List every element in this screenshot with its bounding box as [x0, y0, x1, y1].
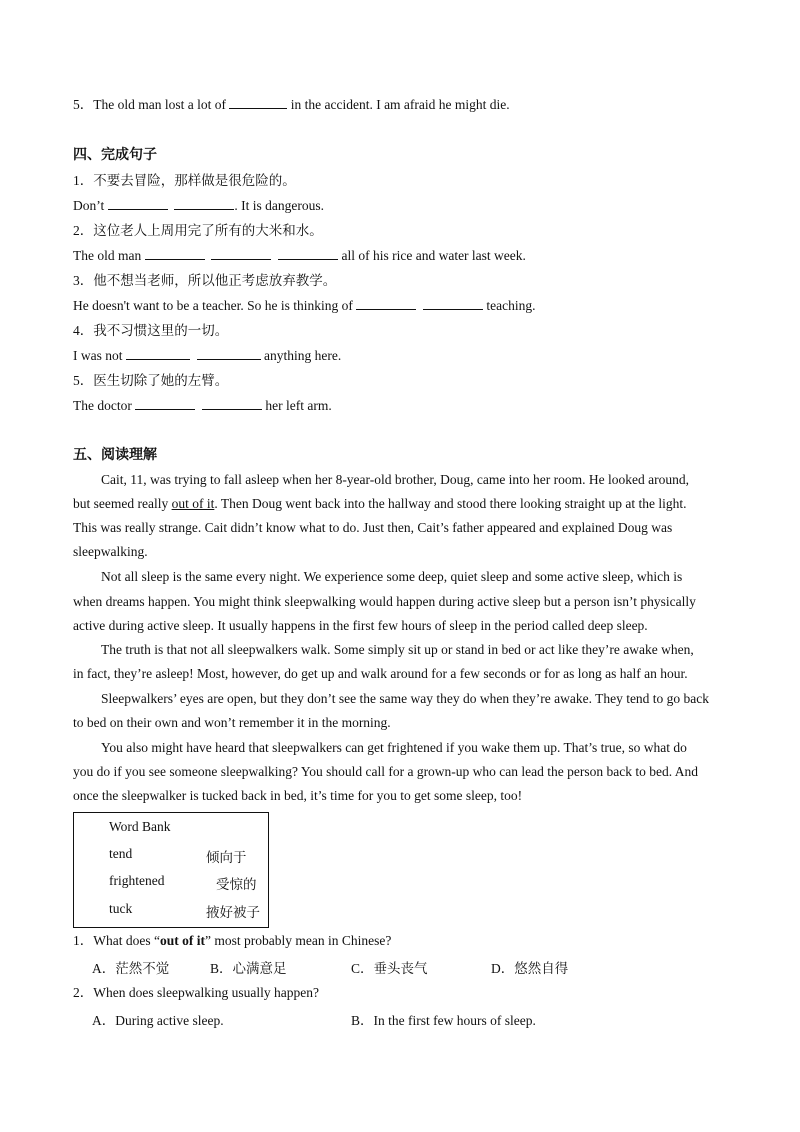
- option-b[interactable]: B．In the first few hours of sleep.: [351, 1013, 536, 1028]
- sentence-3-english: He doesn't want to be a teacher. So he is thinking of teaching.: [73, 298, 536, 313]
- passage-line: once the sleepwalker is tucked back in bed, it’s time for you to get some sleep, too!: [73, 788, 523, 803]
- passage-line: Cait, 11, was trying to fall asleep when her 8-year-old brother, Doug, came into her room. He looked around,: [101, 472, 690, 487]
- answer-blank[interactable]: [202, 397, 262, 410]
- answer-blank[interactable]: [135, 397, 195, 410]
- passage-line: in fact, they’re asleep! Most, however, do get up and walk around for a few seconds or for as long as half an hour.: [73, 666, 688, 681]
- word-bank-meaning: 倾向于: [206, 850, 247, 865]
- answer-blank[interactable]: [211, 247, 271, 260]
- passage-line: but seemed really out of it. Then Doug went back into the hallway and stood there looking straight up at the light.: [73, 496, 687, 511]
- sentence-4-english: I was not anything here.: [73, 348, 342, 363]
- sentence-1-chinese: 1．不要去冒险，那样做是很危险的。: [73, 173, 296, 188]
- word-bank-meaning: 掖好被子: [206, 905, 260, 920]
- sentence-5-chinese: 5．医生切除了她的左臂。: [73, 373, 229, 388]
- answer-blank[interactable]: [423, 297, 483, 310]
- passage-line: when dreams happen. You might think sleepwalking would happen during active sleep but a person isn’t physically: [73, 594, 696, 609]
- option-c[interactable]: C．垂头丧气: [351, 961, 428, 976]
- word-bank-term: tuck: [109, 901, 133, 916]
- passage-line: Sleepwalkers’ eyes are open, but they don’t see the same way they do when they’re awake. They tend to go back: [101, 691, 710, 706]
- answer-blank[interactable]: [356, 297, 416, 310]
- passage-line: The truth is that not all sleepwalkers walk. Some simply sit up or stand in bed or act like they’re awake when,: [101, 642, 694, 657]
- sentence-2-english: The old man all of his rice and water last week.: [73, 248, 526, 263]
- answer-blank[interactable]: [108, 197, 168, 210]
- answer-blank[interactable]: [197, 347, 261, 360]
- sentence-4-chinese: 4．我不习惯这里的一切。: [73, 323, 229, 338]
- option-a[interactable]: A．茫然不觉: [92, 961, 170, 976]
- section-heading-complete-sentences: 四、完成句子: [73, 148, 157, 163]
- question-5-fill-in: 5．The old man lost a lot of in the accident. I am afraid he might die.: [73, 97, 510, 112]
- word-bank-term: frightened: [109, 873, 165, 888]
- underlined-phrase: out of it: [171, 496, 215, 511]
- answer-blank[interactable]: [278, 247, 338, 260]
- sentence-5-english: The doctor her left arm.: [73, 398, 332, 413]
- passage-line: This was really strange. Cait didn’t know what to do. Just then, Cait’s father appeared and explained Doug was: [73, 520, 673, 535]
- answer-blank[interactable]: [145, 247, 205, 260]
- passage-line: sleepwalking.: [73, 544, 148, 559]
- passage-line: active during active sleep. It usually happens in the first few hours of sleep in the period called deep sleep.: [73, 618, 648, 633]
- sentence-3-chinese: 3．他不想当老师，所以他正考虑放弃教学。: [73, 273, 337, 288]
- passage-line: to bed on their own and won’t remember it in the morning.: [73, 715, 391, 730]
- option-b[interactable]: B．心满意足: [210, 961, 287, 976]
- answer-blank[interactable]: [229, 96, 287, 109]
- word-bank-term: tend: [109, 846, 133, 861]
- option-d[interactable]: D．悠然自得: [491, 961, 569, 976]
- word-bank-title: Word Bank: [109, 819, 171, 834]
- passage-line: you do if you see someone sleepwalking? You should call for a grown-up who can lead the person back to bed. And: [73, 764, 698, 779]
- option-a[interactable]: A．During active sleep.: [92, 1013, 224, 1028]
- passage-line: You also might have heard that sleepwalkers can get frightened if you wake them up. That’s true, so what do: [101, 740, 687, 755]
- section-heading-reading: 五、阅读理解: [73, 448, 157, 463]
- word-bank-box: [73, 812, 269, 928]
- sentence-1-english: Don’t . It is dangerous.: [73, 198, 324, 213]
- answer-blank[interactable]: [174, 197, 234, 210]
- bold-phrase: out of it: [159, 933, 205, 948]
- reading-question-1: 1．What does “out of it” most probably mean in Chinese?: [73, 933, 392, 948]
- answer-blank[interactable]: [126, 347, 190, 360]
- passage-line: Not all sleep is the same every night. We experience some deep, quiet sleep and some active sleep, which is: [101, 569, 683, 584]
- sentence-2-chinese: 2．这位老人上周用完了所有的大米和水。: [73, 223, 323, 238]
- reading-question-2: 2．When does sleepwalking usually happen?: [73, 985, 319, 1000]
- word-bank-meaning: 受惊的: [216, 877, 257, 892]
